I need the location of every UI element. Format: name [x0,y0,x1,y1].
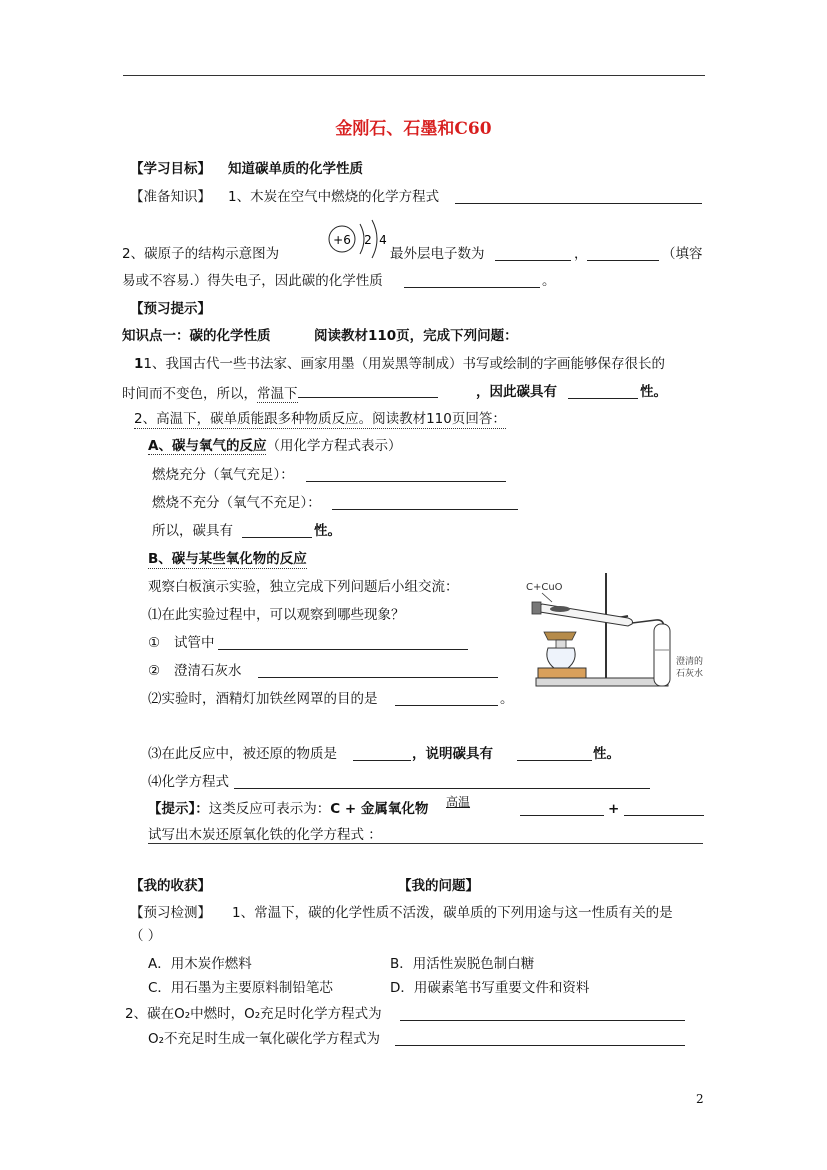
p1-text-b1: 时间而不变色，所以， [122,386,257,402]
prep-q2-b: 最外层电子数为 [390,246,485,262]
p1-line-a: 11、我国古代一些书法家、画家用墨（用炭黑等制成）书写或绘制的字画能够保存很长的 [134,356,665,372]
atom-shell1-label: 2 [364,233,372,247]
prep-q2-a: 2、碳原子的结构示意图为 [122,246,280,262]
test-label: 【预习检测】 [130,905,211,921]
q4-text: ⑷化学方程式 [148,774,229,790]
prep-label: 【准备知识】 [130,189,211,205]
label-pointer [542,593,552,602]
p1-blank-2[interactable] [568,384,638,399]
q3-blank-2[interactable] [517,746,592,761]
q3-text-b: ，说明碳具有 [412,746,493,762]
a-line [148,437,401,455]
goal-text: 知道碳单质的化学性质 [228,161,363,177]
iron-oxide-underline[interactable] [148,843,703,844]
test-q1-a: 1、常温下，碳的化学性质不活泼，碳单质的下列用途与这一性质有关的是 [232,905,673,921]
tip-formula: C + 金属氧化物 [330,801,429,817]
full-combustion-blank[interactable] [306,467,506,482]
atom-nucleus-label: +6 [333,233,351,247]
tip-text: 这类反应可表示为： [208,801,331,817]
obs2-num: ② [148,663,161,679]
q3-text-a: ⑶在此反应中，被还原的物质是 [148,746,337,762]
kp1-read: 阅读教材110页，完成下列问题： [314,328,518,344]
p2-text: 2、高温下，碳单质能跟多种物质反应。阅读教材110页回答： [134,411,506,427]
test-q1-b: （ ） [130,928,162,944]
alcohol-lamp [547,648,575,668]
atom-shell2-label: 4 [379,233,387,247]
obs2-blank[interactable] [258,663,498,678]
tip-product-2-blank[interactable] [624,801,704,816]
obs1-num: ① [148,635,161,651]
option-b[interactable]: B．用活性炭脱色制白糖 [390,956,535,972]
prep-q2-blank-3[interactable] [404,273,540,288]
q1-text: ⑴在此实验过程中，可以观察到哪些现象？ [148,607,405,623]
kp1-title: 知识点一：碳的化学性质 [122,328,271,344]
stand-base [536,678,668,686]
prep-q2-d: （填容 [662,246,703,262]
prep-q2-blank-1[interactable] [495,246,571,261]
test-q2-blank-2[interactable] [395,1031,685,1046]
so-prefix: 所以，碳具有 [152,523,233,539]
tip-label: 【提示】： [148,801,209,817]
carbon-atom-diagram [326,212,396,262]
obs2-text: 澄清石灰水 [174,663,242,679]
q2-text: ⑵实验时，酒精灯加铁丝网罩的目的是 [148,691,378,707]
full-combustion: 燃烧充分（氧气充足）： [152,467,294,483]
so-line [152,522,233,540]
goal-label: 【学习目标】 [130,161,211,177]
p1-text-a: 1、我国古代一些书法家、画家用墨（用炭黑等制成）书写或绘制的字画能够保存很长的 [143,356,665,372]
prep-q2-c: ， [574,246,588,262]
page-number: 2 [696,1092,704,1106]
prep-q2-f: 。 [542,273,556,289]
test-q2-b: O₂不充足时生成一氧化碳化学方程式为 [148,1031,381,1047]
a-label: A、碳与氧气的反应 [148,438,267,454]
a-hint: （用化学方程式表示） [266,438,402,454]
so-suffix: 性。 [314,523,341,539]
stopper [532,602,541,614]
p1-blank-1[interactable] [298,383,438,398]
question-label: 【我的问题】 [398,878,479,894]
q3-blank-1[interactable] [353,746,411,761]
obs1-text: 试管中 [174,635,215,651]
figure-label-lime-2: 石灰水 [676,669,704,679]
tip-product-1-blank[interactable] [520,801,604,816]
header-rule [123,75,705,76]
prep-q2-e: 易或不容易.）得失电子，因此碳的化学性质 [122,273,383,289]
lamp-neck [556,640,566,648]
preview-label: 【预习提示】 [130,301,211,317]
shell-arc-2 [372,220,377,258]
q3-text-c: 性。 [593,746,620,762]
wood-block [538,668,586,678]
q2-end: 。 [500,691,514,707]
tip-line [148,800,428,818]
b-label: B、碳与某些氧化物的反应 [148,551,307,567]
experiment-apparatus-figure [524,568,710,698]
figure-label-cuo: C+CuO [526,582,563,593]
tip-condition: 高温 [446,795,471,809]
prep-q1-blank[interactable] [455,189,702,204]
obs1-blank[interactable] [218,635,468,650]
figure-label-lime-1: 澄清的 [676,657,704,667]
q4-blank[interactable] [234,774,650,789]
limewater-tube [654,624,670,686]
p1-text-b2: 常温下 [257,386,298,402]
option-d[interactable]: D．用碳素笔书写重要文件和资料 [390,980,590,996]
reactant-powder [550,606,570,612]
page-title: 金刚石、石墨和C60 [335,119,492,139]
tip-plus: + [608,801,620,817]
gain-label: 【我的收获】 [130,878,211,894]
option-a[interactable]: A．用木炭作燃料 [148,956,252,972]
option-c[interactable]: C．用石墨为主要原料制铅笔芯 [148,980,333,996]
observe-text: 观察白板演示实验，独立完成下列问题后小组交流： [148,579,459,595]
prep-q2-blank-2[interactable] [587,246,659,261]
wire-gauze [544,632,576,640]
iron-oxide-question: 试写出木炭还原氧化铁的化学方程式 ： [148,827,382,843]
so-blank[interactable] [242,523,312,538]
p1-text-b3: ，因此碳具有 [476,384,557,400]
p1-line-b [122,383,438,403]
q2-blank[interactable] [395,691,498,706]
p1-text-b4: 性。 [640,384,667,400]
prep-q1: 1、木炭在空气中燃烧的化学方程式 [228,189,440,205]
test-q2-blank-1[interactable] [400,1006,685,1021]
test-q2-a: 2、碳在O₂中燃时，O₂充足时化学方程式为 [125,1006,382,1022]
partial-combustion-blank[interactable] [332,495,518,510]
partial-combustion: 燃烧不充分（氧气不充足）： [152,495,321,511]
